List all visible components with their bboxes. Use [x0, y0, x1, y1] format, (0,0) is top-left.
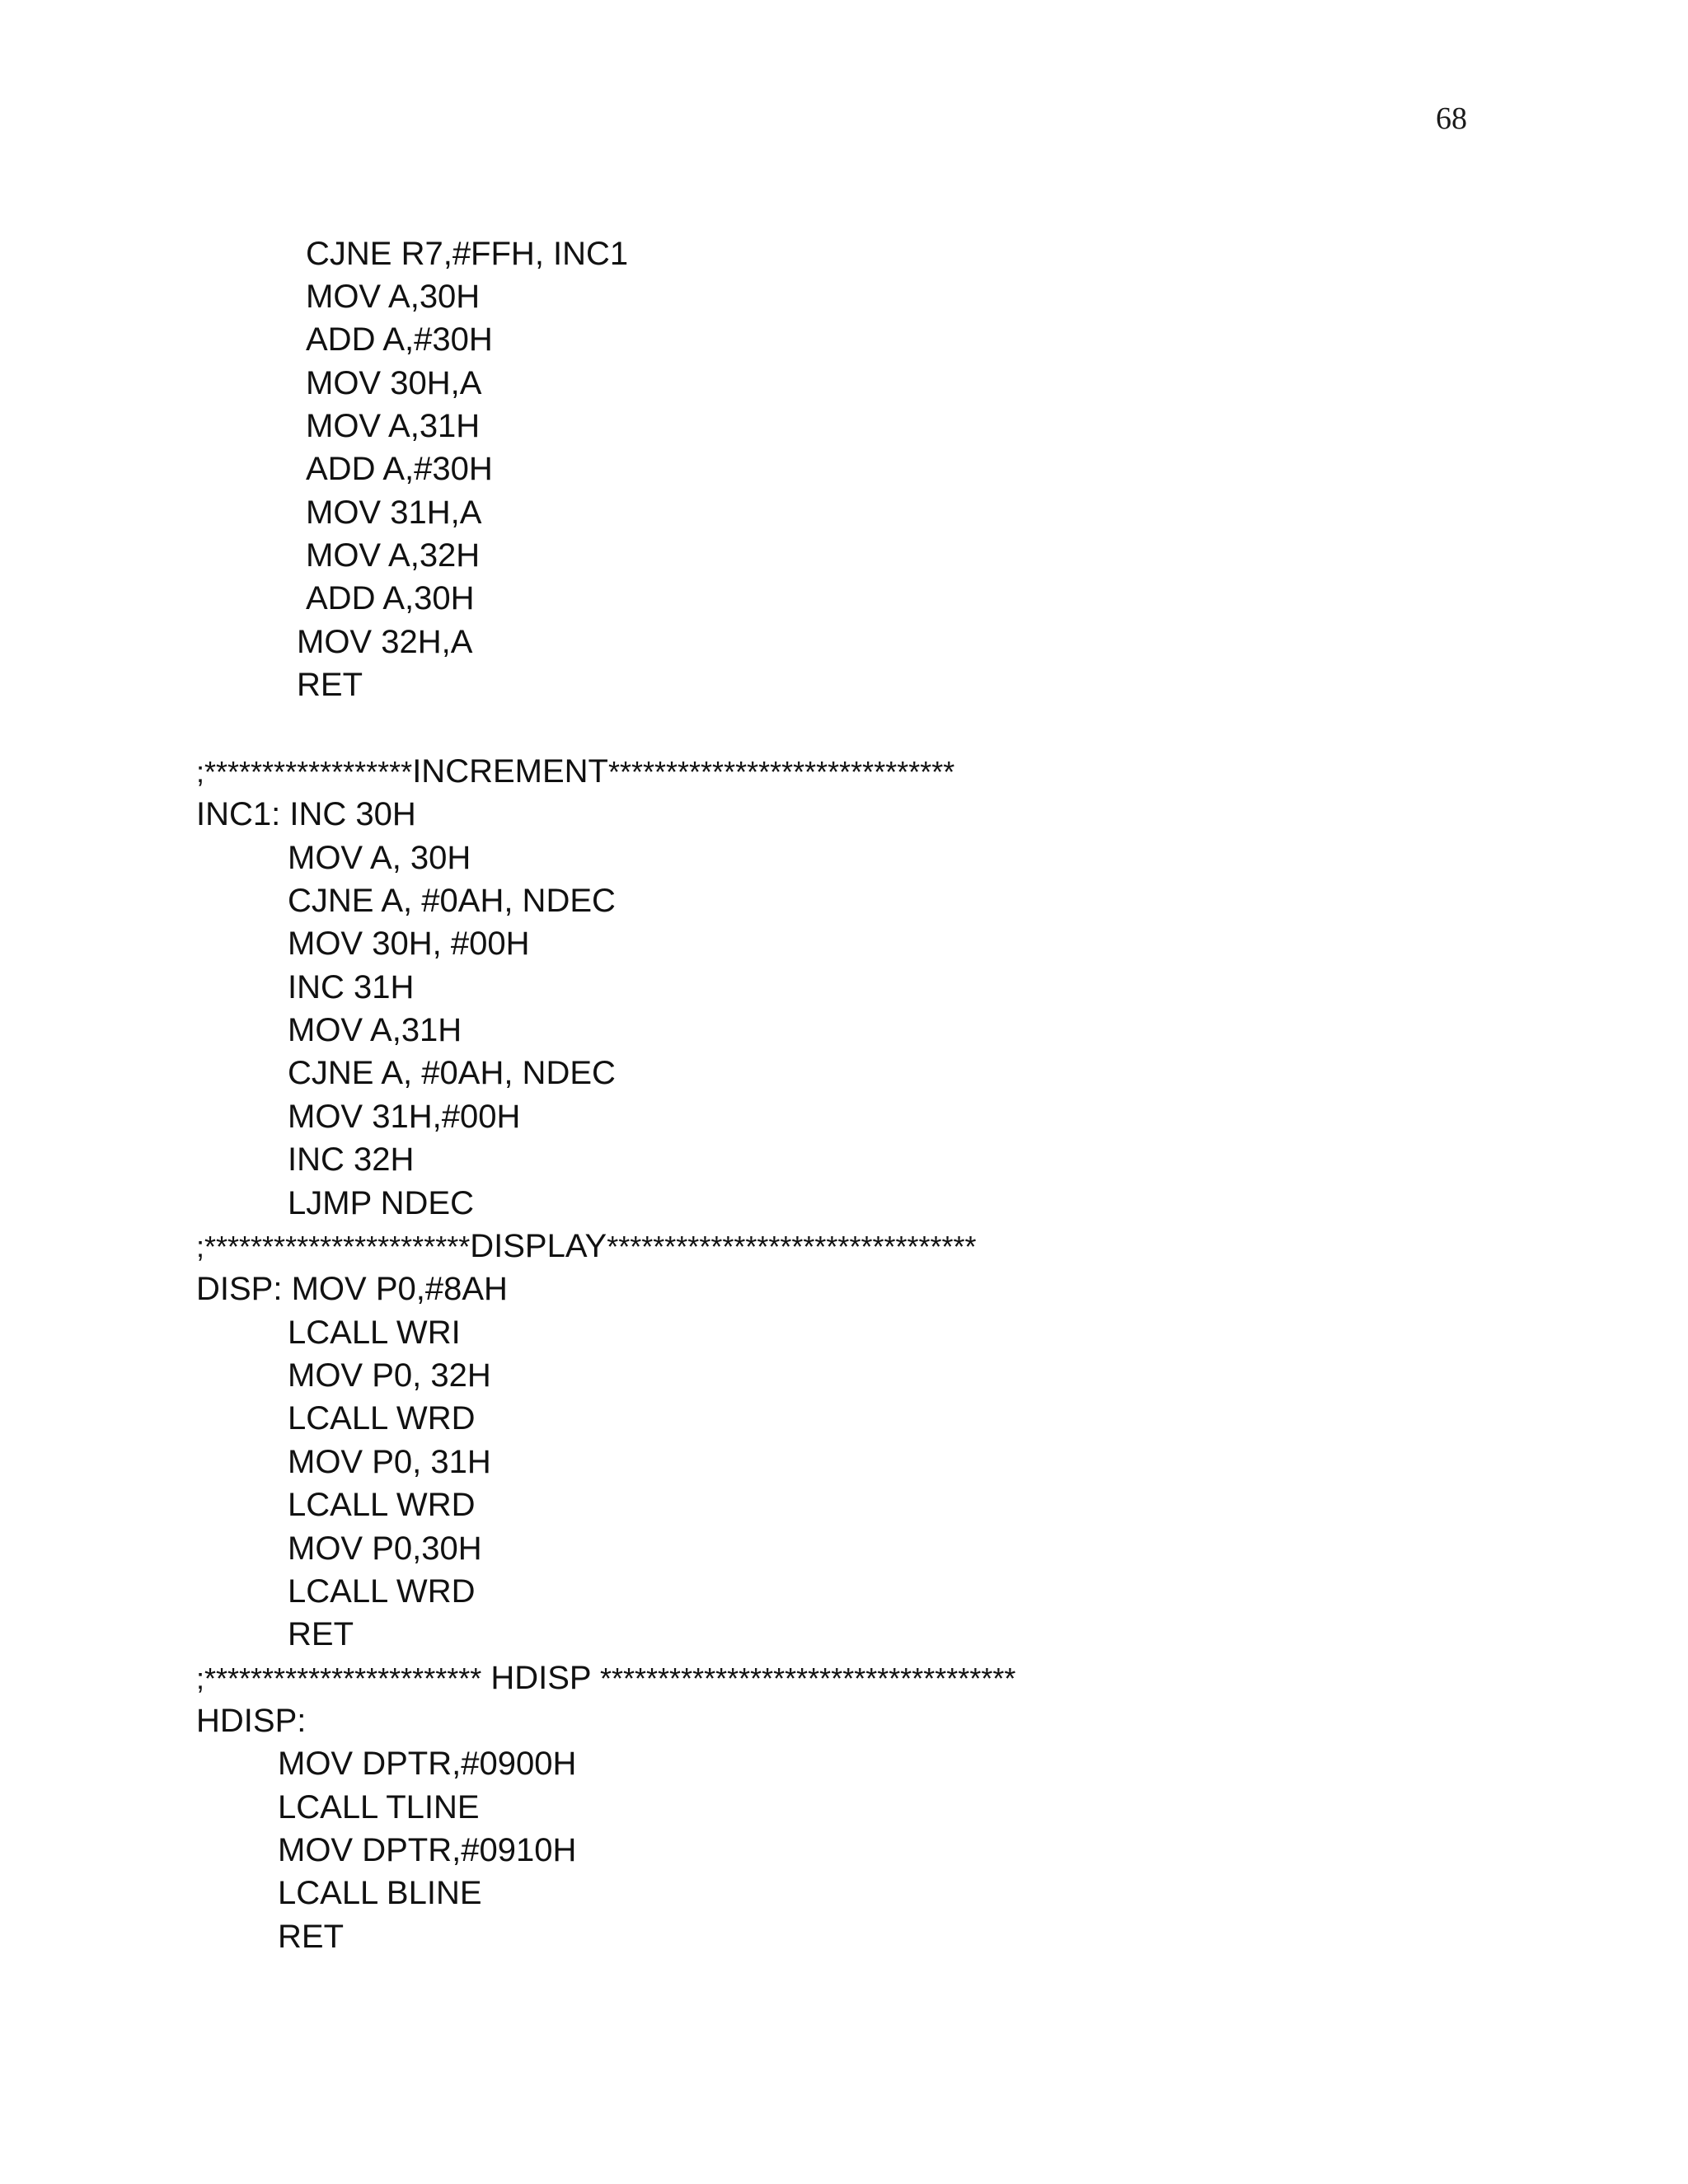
code-line: LJMP NDEC	[288, 1185, 474, 1221]
code-line: MOV 31H,A	[306, 494, 482, 531]
code-line: MOV 30H, #00H	[288, 926, 530, 962]
code-line: LCALL TLINE	[278, 1789, 480, 1825]
code-line: CJNE A, #0AH, NDEC	[288, 883, 616, 919]
code-line: MOV P0, 31H	[288, 1444, 491, 1480]
code-line: LCALL WRD	[288, 1573, 476, 1610]
code-line: ADD A,#30H	[306, 451, 493, 487]
code-line: ADD A,#30H	[306, 321, 493, 358]
code-line: MOV 31H,#00H	[288, 1099, 521, 1135]
code-line: MOV P0,30H	[288, 1530, 482, 1567]
code-line: CJNE A, #0AH, NDEC	[288, 1055, 616, 1091]
page-number: 68	[1436, 101, 1467, 136]
code-line: INC 32H	[288, 1141, 415, 1178]
code-line: LCALL WRI	[288, 1315, 461, 1351]
code-line: MOV P0, 32H	[288, 1357, 491, 1394]
code-line: ADD A,30H	[306, 580, 475, 616]
code-line: MOV A,30H	[306, 279, 481, 315]
code-line: MOV 30H,A	[306, 365, 482, 401]
section-comment-hdisp: ;************************ HDISP ************************************	[196, 1660, 1016, 1696]
code-line: MOV A,32H	[306, 537, 481, 574]
code-line: LCALL WRD	[288, 1487, 476, 1523]
section-comment-increment: ;******************INCREMENT******************************	[196, 753, 955, 790]
code-line: RET	[297, 667, 363, 703]
code-line: MOV A, 30H	[288, 840, 471, 876]
section-comment-display: ;***********************DISPLAY********************************	[196, 1228, 977, 1264]
code-line: RET	[278, 1919, 344, 1955]
code-line: MOV DPTR,#0910H	[278, 1832, 577, 1868]
code-line: MOV A,31H	[288, 1012, 462, 1048]
code-line: RET	[288, 1616, 354, 1652]
code-line: MOV 32H,A	[297, 624, 473, 660]
code-line: MOV DPTR,#0900H	[278, 1746, 577, 1782]
code-line: INC 31H	[288, 969, 415, 1005]
code-line: LCALL WRD	[288, 1400, 476, 1436]
code-line: DISP: MOV P0,#8AH	[196, 1271, 508, 1307]
code-line: INC1: INC 30H	[196, 796, 416, 832]
code-line: CJNE R7,#FFH, INC1	[306, 236, 629, 272]
code-line: MOV A,31H	[306, 408, 481, 444]
code-line: LCALL BLINE	[278, 1875, 482, 1911]
code-line: HDISP:	[196, 1703, 307, 1739]
